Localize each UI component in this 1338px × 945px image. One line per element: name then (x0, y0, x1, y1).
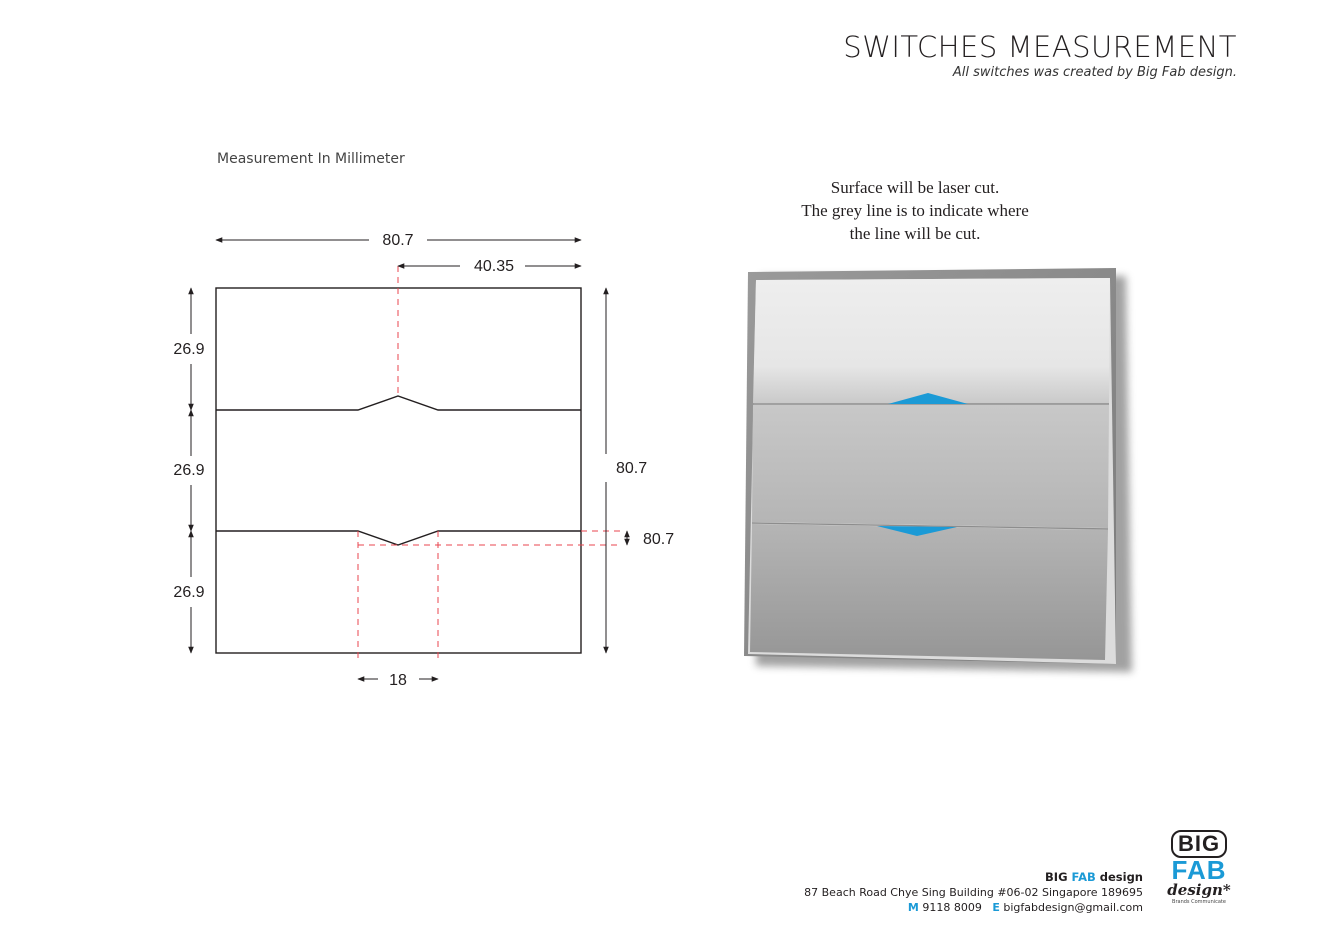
footer-contact (804, 900, 1143, 915)
switch-outline (216, 288, 581, 653)
top-cut-line (216, 396, 581, 410)
label-notch-width: 18 (389, 672, 407, 689)
label-overall-width: 80.7 (382, 232, 414, 249)
logo-big: BIG (1171, 830, 1227, 858)
outer-frame (216, 288, 581, 653)
label-row-height-2: 26.9 (173, 462, 205, 479)
note-line-1: Surface will be laser cut. (830, 178, 1000, 197)
phone-label: M (907, 901, 919, 914)
contact-footer (804, 870, 1143, 915)
email-address: bigfabdesign@gmail.com (1003, 901, 1143, 914)
footer-brand-suffix: design (1095, 870, 1143, 884)
footer-brand-accent: FAB (1071, 870, 1096, 884)
email-label: E (992, 901, 1000, 914)
phone-number: 9118 8009 (922, 901, 982, 914)
note-line-2: The grey line is to indicate where (801, 201, 1029, 220)
logo-fab: FAB (1171, 855, 1227, 885)
big-fab-logo (1158, 830, 1240, 916)
switch-preview (744, 268, 1132, 672)
preview-panel-middle (752, 405, 1109, 528)
logo-tagline: Brands Communicate (1172, 899, 1226, 905)
note-line-3: the line will be cut. (849, 224, 981, 243)
label-half-width: 40.35 (473, 258, 515, 275)
bottom-cut-line (216, 531, 581, 545)
label-row-height-3: 26.9 (173, 584, 205, 601)
label-row-height-1: 26.9 (173, 341, 205, 358)
label-overall-height: 80.7 (616, 460, 648, 477)
preview-panel-bottom (750, 524, 1108, 660)
label-notch-offset: 80.7 (643, 531, 675, 548)
logo-design: design* (1167, 881, 1231, 899)
footer-brand (804, 870, 1143, 885)
page-subtitle: All switches was created by Big Fab design. (952, 65, 1237, 80)
page-title: SWITCHES MEASUREMENT (843, 30, 1237, 64)
preview-panel-top (753, 278, 1110, 404)
footer-brand-prefix: BIG (1045, 870, 1072, 884)
dimension-lines (191, 240, 627, 679)
footer-address: 87 Beach Road Chye Sing Building #06-02 Singapore 189695 (804, 886, 1143, 899)
unit-note: Measurement In Millimeter (217, 151, 405, 167)
